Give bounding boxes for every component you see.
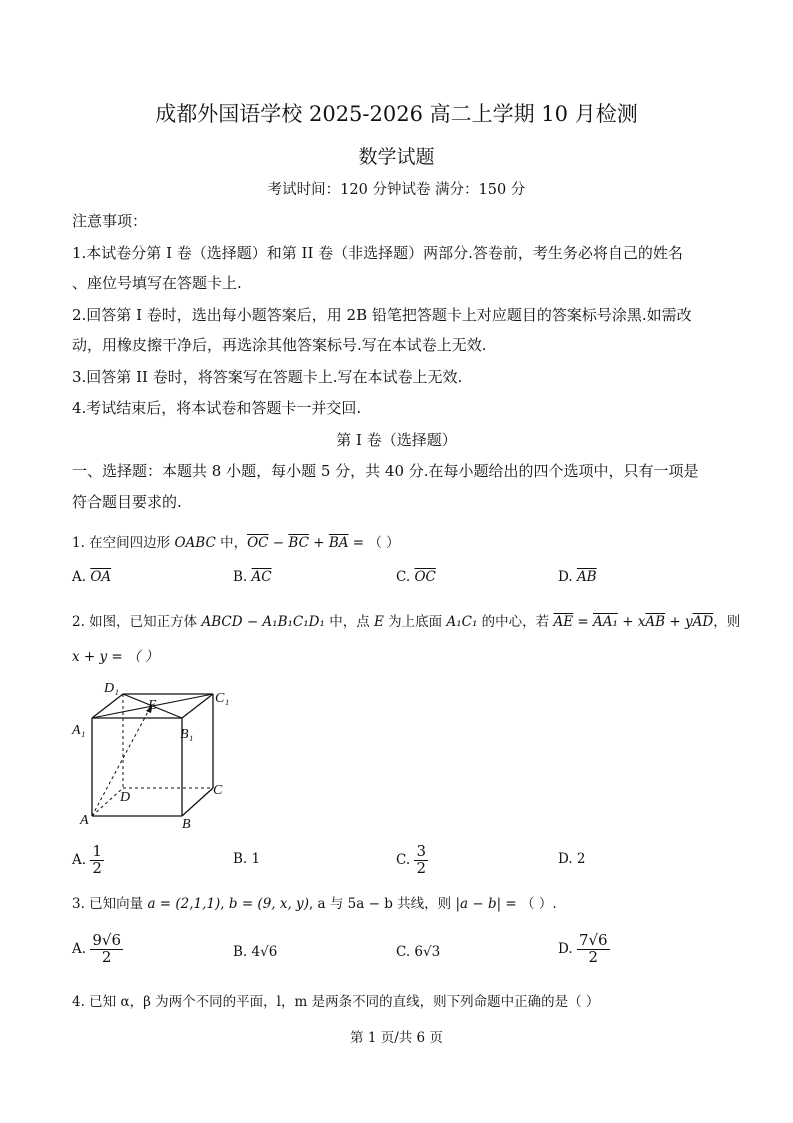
q3-option-a-num: 9√6 [92,931,121,949]
label-d: D [120,790,131,805]
q1-tail: = （ ） [348,535,400,551]
q3-option-a-label: A. [72,940,91,957]
q3-option-d-den: 2 [588,947,599,966]
question-4: 4. 已知 α，β 为两个不同的平面，l，m 是两条不同的直线，则下列命题中正确的是（ ） [72,994,600,1010]
cube-figure [70,678,240,838]
q2-vector-ad: $\overline{AD}$ [692,614,714,630]
label-a: A [80,813,89,828]
q1-option-a-value: $\overline{OA}$ [90,569,112,585]
q2-option-b: B. 1 [233,851,261,867]
note-2b: 动，用橡皮擦干净后，再选涂其他答案标号.写在本试卷上无效. [72,336,487,354]
q3-option-d [558,933,610,966]
q2-vector-ab: $\overline{AB}$ [645,614,666,630]
q2-plus-x: + x [617,614,646,630]
q2-mid3: 的中心，若 [477,614,554,630]
q1-prefix: 1. 在空间四边形 [72,535,175,551]
q1-option-b [233,569,272,585]
q3-tail: = （ ）. [501,896,557,912]
note-1b: 、座位号填写在答题卡上. [72,274,242,292]
q1-option-d-label: D. [558,569,577,585]
q3-option-a [72,933,123,966]
q1-option-b-value: $\overline{AC}$ [251,569,272,585]
q1-option-a [72,569,111,585]
q1-op2: + [308,535,329,551]
q2-option-c [396,844,428,877]
q1-vector-oc: $\overline{OC}$ [247,535,269,551]
note-2a: 2.回答第 I 卷时，选出每小题答案后，用 2B 铅笔把答题卡上对应题目的答案标号涂黑.如需改 [72,306,692,324]
q2-option-d: D. 2 [558,851,586,867]
q3-option-b: B. 4√6 [233,944,278,960]
q2-option-a-label: A. [72,851,91,868]
question-3 [72,892,557,912]
q1-op1: − [268,535,289,551]
q2-plus-y: + y [665,614,693,630]
q3-prefix: 3. 已知向量 [72,896,148,912]
q3-a-def: a = (2,1,1) [147,896,221,912]
note-4: 4.考试结束后，将本试卷和答题卡一并交回. [72,399,362,417]
q1-option-b-label: B. [233,569,252,585]
q3-sep: , [220,896,229,912]
q3-option-d-num: 7√6 [578,931,608,949]
q1-vector-ba: $\overline{BA}$ [328,535,349,551]
section-desc-a: 一、选择题：本题共 8 小题，每小题 5 分，共 40 分.在每小题给出的四个选项中，只有一项是 [72,462,699,480]
q2-option-c-label: C. [396,851,415,868]
q1-option-a-label: A. [72,569,91,585]
q1-option-c [396,569,436,585]
label-c1: C₁ [215,691,230,706]
note-3: 3.回答第 II 卷时，将答案写在答题卡上.写在本试卷上无效. [72,368,463,386]
exam-info: 考试时间：120 分钟试卷 满分：150 分 [267,182,526,198]
q2-option-c-num: 3 [416,842,426,860]
note-1a: 1.本试卷分第 I 卷（选择题）和第 II 卷（非选择题）两部分.答卷前，考生务必将自己的姓名 [72,244,683,262]
label-b1: B₁ [180,727,194,742]
q2-prefix: 2. 如图，已知正方体 [72,614,202,630]
q2-option-a-den: 2 [92,858,102,877]
q2-face: A₁C₁ [446,614,478,630]
q2-vector-ae: $\overline{AE}$ [553,614,574,630]
label-a1: A₁ [72,723,86,738]
q1-option-d-value: $\overline{AB}$ [576,569,597,585]
page-subtitle: 数学试题 [358,146,435,168]
q3-option-c: C. 6√3 [396,944,441,960]
q3-mid: , a 与 5a − b 共线，则 [308,896,456,912]
page-title: 成都外国语学校 2025-2026 高二上学期 10 月检测 [155,102,638,126]
q2-option-a-num: 1 [92,842,102,860]
label-b: B [182,817,191,832]
label-d1: D₁ [104,681,119,696]
q2-line2: x + y = （ ） [72,649,159,665]
question-1 [72,531,400,551]
q2-point: E [374,614,384,630]
notes-heading: 注意事项： [72,212,148,230]
q2-mid1: 中，点 [324,614,375,630]
q3-b-def: b = (9, x, y) [228,896,309,912]
q3-option-a-den: 2 [101,947,112,966]
q1-vector-bc: $\overline{BC}$ [288,535,309,551]
q3-abs: |a − b| [455,896,502,912]
q2-cube: ABCD − A₁B₁C₁D₁ [201,614,325,630]
q1-option-d [558,569,597,585]
q2-mid2: 为上底面 [383,614,447,630]
label-c: C [213,783,223,798]
q2-eq: = [573,614,593,630]
label-e: E [148,698,157,713]
question-2 [72,610,740,630]
q2-option-c-den: 2 [416,858,426,877]
q1-option-c-value: $\overline{OC}$ [414,569,436,585]
q1-shape: OABC [174,535,216,551]
q2-tail: ，则 [713,614,741,630]
q2-vector-aa1: AA₁ [592,614,618,630]
section-title: 第 I 卷（选择题） [336,431,457,449]
page-footer: 第 1 页/共 6 页 [350,1030,443,1046]
q1-mid: 中， [215,535,248,551]
q1-option-c-label: C. [396,569,415,585]
q2-option-a [72,844,104,877]
section-desc-b: 符合题目要求的. [72,493,182,511]
q3-option-d-label: D. [558,940,577,957]
